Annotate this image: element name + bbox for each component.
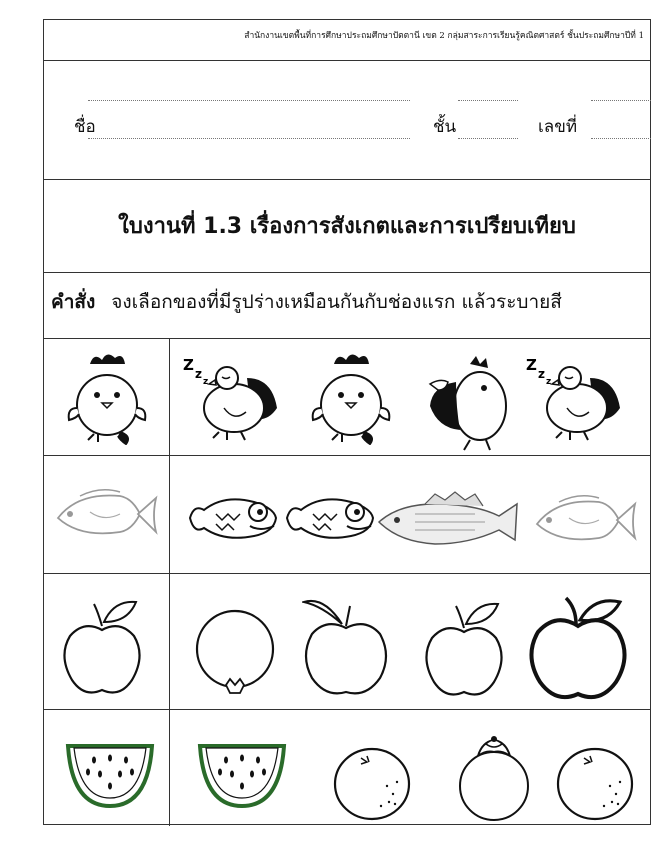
mangosteen-icon <box>454 732 534 824</box>
duck-icon <box>420 354 516 454</box>
watermelon-slice-icon <box>196 742 288 810</box>
apple-icon <box>302 594 392 700</box>
divider <box>44 338 650 339</box>
svg-text:z: z <box>203 377 209 387</box>
instruction <box>51 287 562 317</box>
sleeping-bird-icon <box>179 348 287 443</box>
option-cartoon-fish[interactable] <box>277 490 377 546</box>
svg-text:z: z <box>195 367 202 381</box>
option-mangosteen[interactable] <box>454 732 534 824</box>
number-label: เลขที่ <box>538 117 578 137</box>
option-orange[interactable] <box>331 742 413 822</box>
divider <box>44 709 650 710</box>
class-label: ชั้น <box>433 117 457 137</box>
svg-text:Z: Z <box>526 356 537 374</box>
tang-fish-icon <box>50 482 160 548</box>
chick-icon <box>306 350 396 445</box>
option-chick[interactable] <box>306 350 396 445</box>
watermelon-slice-icon <box>64 742 156 810</box>
cartoon-fish-icon <box>180 490 280 546</box>
tang-fish-icon <box>529 488 639 554</box>
orange-icon <box>554 742 636 822</box>
option-tang-fish[interactable] <box>529 488 639 554</box>
header-text: สำนักงานเขตพื้นที่การศึกษาประถมศึกษาปัตตานี เขต 2 กลุ่มสาระการเรียนรู้คณิตศาสตร์ ชั้นประถมศึกษาปีที่ 1 <box>244 31 644 41</box>
option-orange[interactable] <box>554 742 636 822</box>
option-sleeping-bird[interactable] <box>179 348 287 443</box>
option-sleeping-bird[interactable] <box>522 348 630 443</box>
divider <box>44 455 650 456</box>
reference-apple <box>60 598 146 698</box>
worksheet <box>43 19 651 825</box>
option-watermelon-slice[interactable] <box>196 742 288 810</box>
apple-icon <box>60 598 146 698</box>
reference-watermelon-slice <box>64 742 156 810</box>
svg-text:Z: Z <box>183 356 194 374</box>
divider <box>44 573 650 574</box>
option-apple[interactable] <box>422 600 508 700</box>
dotted-line <box>88 100 410 101</box>
svg-text:z: z <box>546 377 552 387</box>
option-pomegranate[interactable] <box>194 605 276 703</box>
option-perch-fish[interactable] <box>375 490 521 552</box>
divider <box>44 179 650 180</box>
option-apple[interactable] <box>528 588 632 700</box>
dotted-line <box>458 100 518 101</box>
apple-icon <box>528 588 632 700</box>
cartoon-fish-icon <box>277 490 377 546</box>
grid-divider <box>169 338 170 826</box>
student-info <box>44 61 650 179</box>
chick-icon <box>62 350 152 445</box>
apple-icon <box>422 600 508 700</box>
dotted-line <box>591 100 651 101</box>
pomegranate-icon <box>194 605 276 703</box>
reference-chick <box>62 350 152 445</box>
reference-tang-fish <box>50 482 160 548</box>
sleeping-bird-icon <box>522 348 630 443</box>
divider <box>44 272 650 273</box>
worksheet-title: ใบงานที่ 1.3 เรื่องการสังเกตและการเปรียบเทียบ <box>118 214 576 239</box>
name-label: ชื่อ <box>74 117 96 137</box>
name-field[interactable] <box>88 138 410 139</box>
svg-text:z: z <box>538 367 545 381</box>
option-apple[interactable] <box>302 594 392 700</box>
perch-fish-icon <box>375 490 521 552</box>
number-field[interactable] <box>591 138 651 139</box>
option-cartoon-fish[interactable] <box>180 490 280 546</box>
class-field[interactable] <box>458 138 518 139</box>
option-duck[interactable] <box>420 354 516 454</box>
orange-icon <box>331 742 413 822</box>
header <box>44 20 650 60</box>
instruction-label: คำสั่ง <box>51 291 96 313</box>
instruction-text: จงเลือกของที่มีรูปร่างเหมือนกันกับช่องแรก แล้วระบายสี <box>111 291 562 313</box>
